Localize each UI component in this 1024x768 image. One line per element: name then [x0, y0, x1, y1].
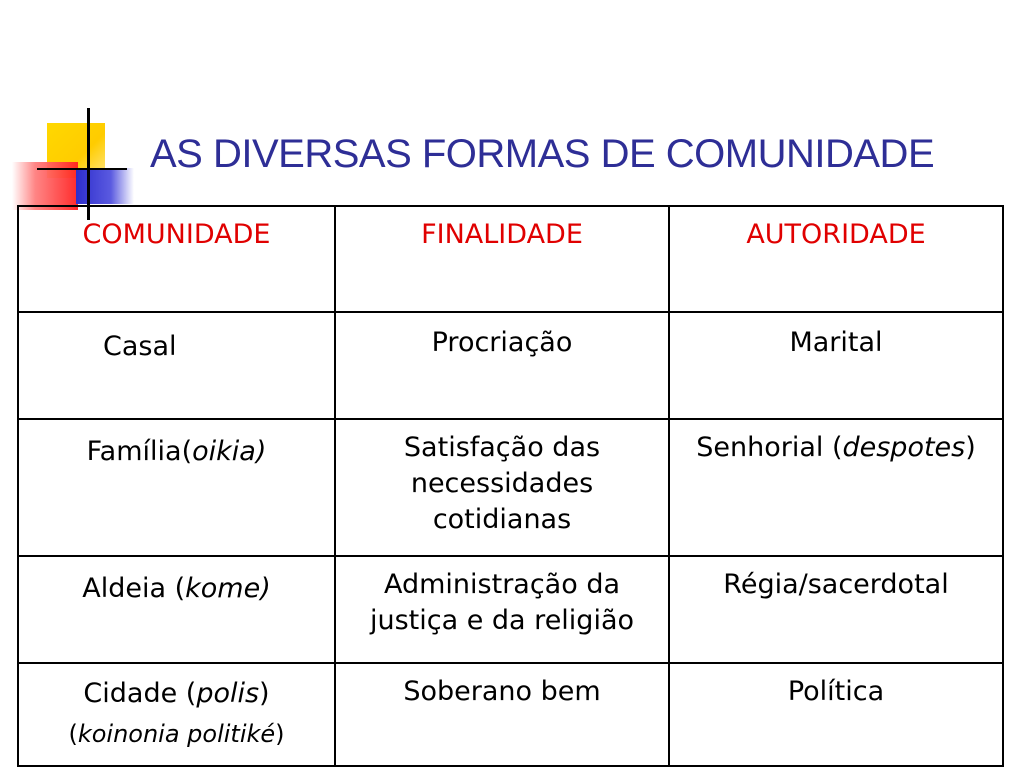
comunidade-name: Cidade ( — [83, 678, 197, 709]
autoridade-text: Marital — [789, 327, 883, 358]
comunidade-name-line — [25, 567, 328, 611]
autoridade-close: ) — [965, 432, 976, 463]
comunidade-greek-term: polis — [196, 678, 260, 709]
autoridade-greek-term: despotes — [842, 432, 966, 463]
subtitle-open: ( — [68, 720, 78, 748]
autoridade-text: Política — [787, 676, 885, 707]
comunidade-name-line — [25, 430, 328, 474]
cell-finalidade: Soberano bem — [335, 663, 669, 766]
comunidade-name: Aldeia ( — [82, 573, 186, 604]
decor-vertical-line — [87, 108, 90, 220]
cell-comunidade — [18, 312, 335, 419]
table-header-row — [18, 206, 1003, 312]
comunidade-subtitle — [25, 716, 328, 752]
cell-finalidade: Procriação — [335, 312, 669, 419]
cell-finalidade: Administração da justiça e da religião — [335, 556, 669, 663]
comunidade-greek-term: oikia) — [192, 436, 267, 467]
slide-title: AS DIVERSAS FORMAS DE COMUNIDADE — [150, 132, 935, 176]
subtitle-close: ) — [275, 720, 285, 748]
table-row — [18, 663, 1003, 766]
cell-autoridade — [669, 419, 1003, 556]
decor-blue-square — [76, 168, 134, 204]
cell-autoridade — [669, 312, 1003, 419]
cell-autoridade — [669, 556, 1003, 663]
header-autoridade: AUTORIDADE — [669, 206, 1003, 312]
table-row — [18, 312, 1003, 419]
comunidade-name: Família( — [86, 436, 193, 467]
autoridade-text: Régia/sacerdotal — [723, 569, 949, 600]
decor-horizontal-line — [37, 168, 127, 170]
autoridade-text: Senhorial ( — [696, 432, 843, 463]
cell-finalidade: Satisfação das necessidades cotidianas — [335, 419, 669, 556]
cell-comunidade — [18, 419, 335, 556]
header-comunidade: COMUNIDADE — [18, 206, 335, 312]
communities-table — [17, 205, 1004, 767]
table-row — [18, 419, 1003, 556]
subtitle-greek-term: koinonia politiké — [77, 720, 276, 748]
table-row — [18, 556, 1003, 663]
comunidade-name-line — [25, 672, 328, 716]
cell-autoridade — [669, 663, 1003, 766]
cell-comunidade — [18, 556, 335, 663]
cell-comunidade — [18, 663, 335, 766]
comunidade-name: Casal — [103, 331, 177, 362]
comunidade-greek-term: kome) — [185, 573, 271, 604]
header-finalidade: FINALIDADE — [335, 206, 669, 312]
comunidade-close: ) — [259, 678, 270, 709]
